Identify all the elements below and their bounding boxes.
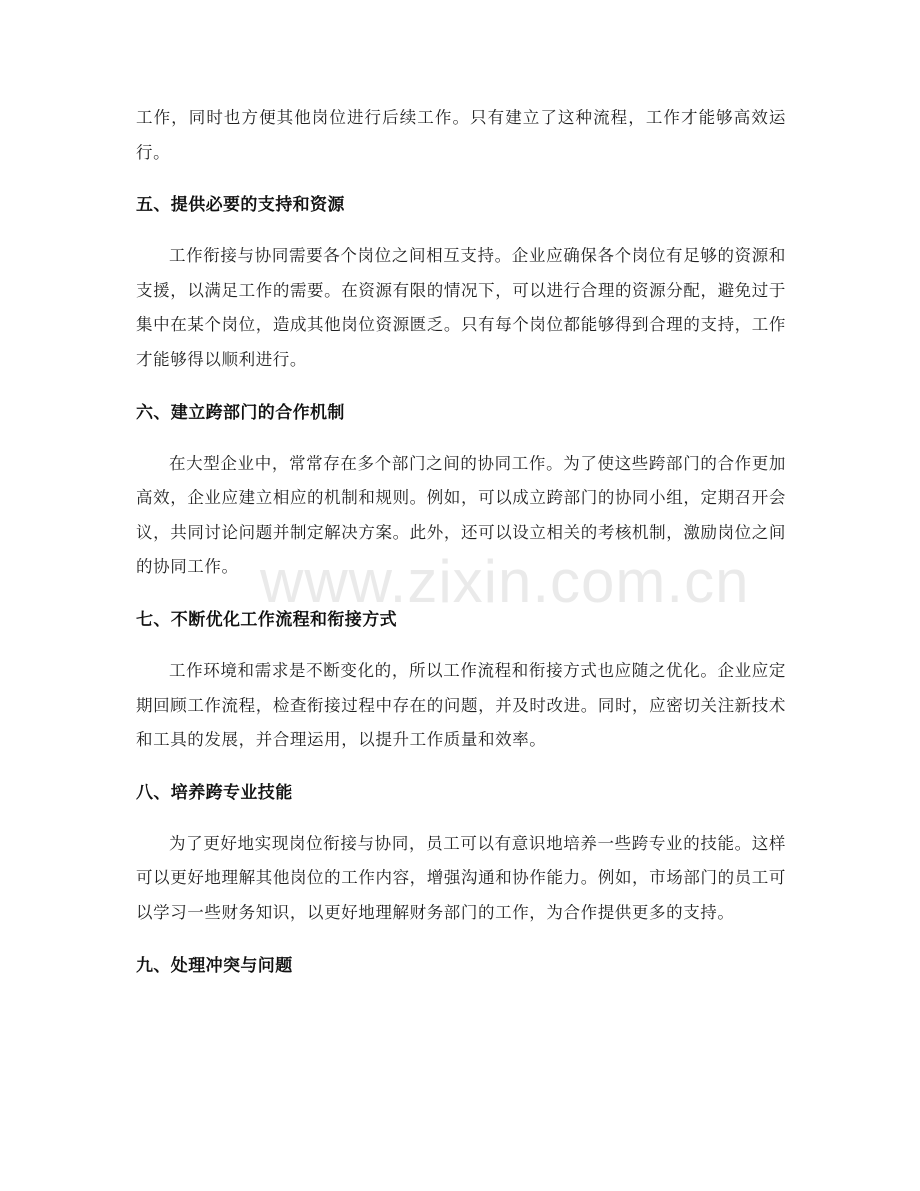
- section-heading-7: 七、不断优化工作流程和衔接方式: [136, 609, 397, 630]
- section-body-7: 工作环境和需求是不断变化的，所以工作流程和衔接方式也应随之优化。企业应定期回顾工作流程，检查衔接过程中存在的问题，并及时改进。同时，应密切关注新技术和工具的发展，并合理运用，以提升工作质量和效率。: [136, 660, 786, 750]
- section-heading-5: 五、提供必要的支持和资源: [136, 195, 345, 216]
- document-body: [136, 101, 786, 983]
- section-heading-8: 八、培养跨专业技能: [136, 782, 293, 803]
- section-body-8: 为了更好地实现岗位衔接与协同，员工可以有意识地培养一些跨专业的技能。这样可以更好地理解其他岗位的工作内容，增强沟通和协作能力。例如，市场部门的员工可以学习一些财务知识，以更好地理解财务部门的工作，为合作提供更多的支持。: [136, 833, 786, 922]
- section-heading-9: 九、处理冲突与问题: [136, 955, 293, 976]
- section-body-5: 工作衔接与协同需要各个岗位之间相互支持。企业应确保各个岗位有足够的资源和支援，以满足工作的需要。在资源有限的情况下，可以进行合理的资源分配，避免过于集中在某个岗位，造成其他岗位资源匮乏。只有每个岗位都能够得到合理的支持，工作才能够得以顺利进行。: [136, 246, 786, 369]
- intro-paragraph: 工作，同时也方便其他岗位进行后续工作。只有建立了这种流程，工作才能够高效运行。: [136, 108, 786, 162]
- watermark: www.zixin.com.cn: [260, 548, 750, 615]
- section-body-6: 在大型企业中，常常存在多个部门之间的协同工作。为了使这些跨部门的合作更加高效，企业应建立相应的机制和规则。例如，可以成立跨部门的协同小组，定期召开会议，共同讨论问题并制定解决方案。此外，还可以设立相关的考核机制，激励岗位之间的协同工作。: [136, 453, 786, 577]
- section-heading-6: 六、建立跨部门的合作机制: [136, 402, 345, 423]
